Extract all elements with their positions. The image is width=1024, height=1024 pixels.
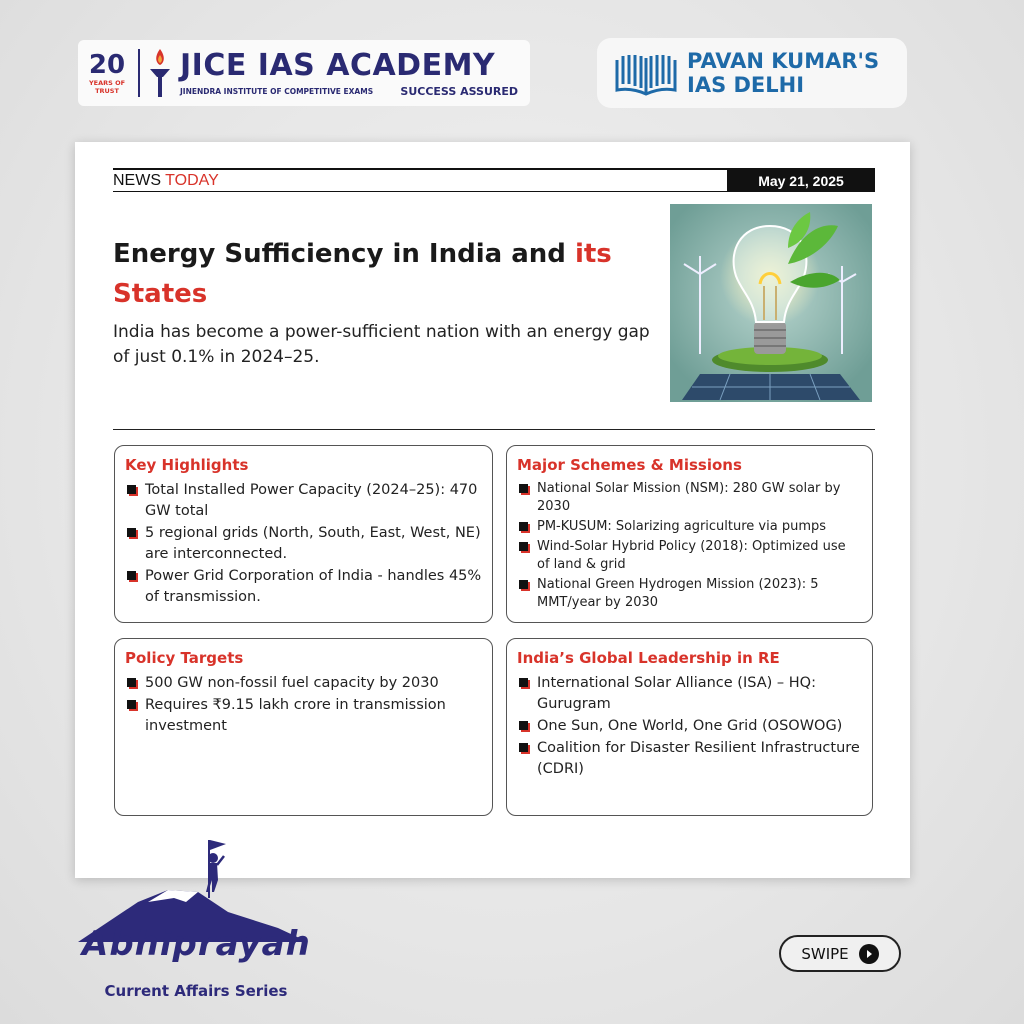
news-label [113,172,219,190]
academy-logo [78,40,530,106]
list-item-text: Wind-Solar Hybrid Policy (2018): Optimized use of land & grid [537,539,846,572]
book-icon [613,50,679,96]
list-item-text: Total Installed Power Capacity (2024–25): 470 GW total [145,482,478,519]
bullet-icon [127,485,136,494]
partner-name [687,49,879,97]
years-text: YEARS OF TRUST [88,79,126,95]
list-item-text: 5 regional grids (North, South, East, West, NE) are interconnected. [145,525,481,562]
swipe-label: SWIPE [801,944,849,963]
partner-line2: IAS DELHI [687,73,805,97]
swipe-button[interactable] [779,935,901,972]
bullet-icon [519,743,528,752]
years-number: 20 [88,50,126,80]
headline-part2: its States [113,239,612,309]
schemes-heading: Major Schemes & Missions [517,456,742,474]
policy-targets-list [125,673,482,737]
list-item-text: National Green Hydrogen Mission (2023): 5 MMT/year by 2030 [537,577,819,610]
list-item [517,738,862,780]
bullet-icon [519,542,528,551]
list-item-text: International Solar Alliance (ISA) – HQ: Gurugram [537,675,816,712]
list-item [125,480,482,522]
partner-logo [597,38,907,108]
lead-paragraph: India has become a power-sufficient nation with an energy gap of just 0.1% in 2024–25. [113,322,650,367]
headline [113,234,633,314]
list-item [125,523,482,565]
series-label: Current Affairs Series [104,982,288,1000]
list-item-text: 500 GW non-fossil fuel capacity by 2030 [145,675,439,691]
list-item [517,480,862,516]
brand-wordmark: Abhiprayah [82,924,311,964]
list-item [517,518,862,536]
logo-divider [138,49,140,97]
bullet-icon [127,678,136,687]
news-bar [113,168,875,192]
bullet-icon [519,580,528,589]
list-item [125,566,482,608]
bullet-icon [127,528,136,537]
news-label-part2: TODAY [165,172,219,189]
key-highlights-heading: Key Highlights [125,456,249,474]
bullet-icon [127,571,136,580]
bullet-icon [519,484,528,493]
list-item-text: One Sun, One World, One Grid (OSOWOG) [537,718,843,734]
list-item-text: Coalition for Disaster Resilient Infrastructure (CDRI) [537,740,860,777]
academy-name-part1: JICE [180,47,247,83]
academy-subtitle: JINENDRA INSTITUTE OF COMPETITIVE EXAMS [180,86,374,96]
lightbulb-image [670,204,872,402]
policy-targets-heading: Policy Targets [125,649,244,667]
news-card [75,142,910,878]
arrow-right-icon [859,944,879,964]
academy-sub-row [180,85,518,98]
list-item-text: National Solar Mission (NSM): 280 GW solar by 2030 [537,481,841,514]
news-underline [113,191,727,192]
schemes-box [506,445,873,623]
key-highlights-list [125,480,482,608]
list-item [125,673,482,694]
global-leadership-heading: India’s Global Leadership in RE [517,649,780,667]
torch-icon [146,47,174,99]
schemes-list [517,480,862,612]
list-item-text: PM-KUSUM: Solarizing agriculture via pumps [537,519,827,534]
policy-targets-box [114,638,493,816]
list-item-text: Power Grid Corporation of India - handles 45% of transmission. [145,568,482,605]
key-highlights-box [114,445,493,623]
list-item [517,576,862,612]
global-leadership-list [517,673,862,780]
date-badge: May 21, 2025 [727,170,875,192]
bullet-icon [127,700,136,709]
academy-name [180,49,518,83]
list-item [125,695,482,737]
news-label-part1: NEWS [113,172,161,189]
global-leadership-box [506,638,873,816]
section-divider [113,429,875,430]
academy-name-part2: IAS ACADEMY [257,47,496,83]
list-item [517,673,862,715]
academy-tagline: SUCCESS ASSURED [400,84,518,98]
academy-text [180,49,518,98]
bullet-icon [519,678,528,687]
partner-line1: PAVAN KUMAR'S [687,49,880,73]
bullet-icon [519,721,528,730]
list-item [517,716,862,737]
bullet-icon [519,522,528,531]
years-badge [78,51,136,95]
list-item [517,538,862,574]
list-item-text: Requires ₹9.15 lakh crore in transmission investment [145,697,446,734]
headline-part1: Energy Sufficiency in India and [113,239,575,269]
